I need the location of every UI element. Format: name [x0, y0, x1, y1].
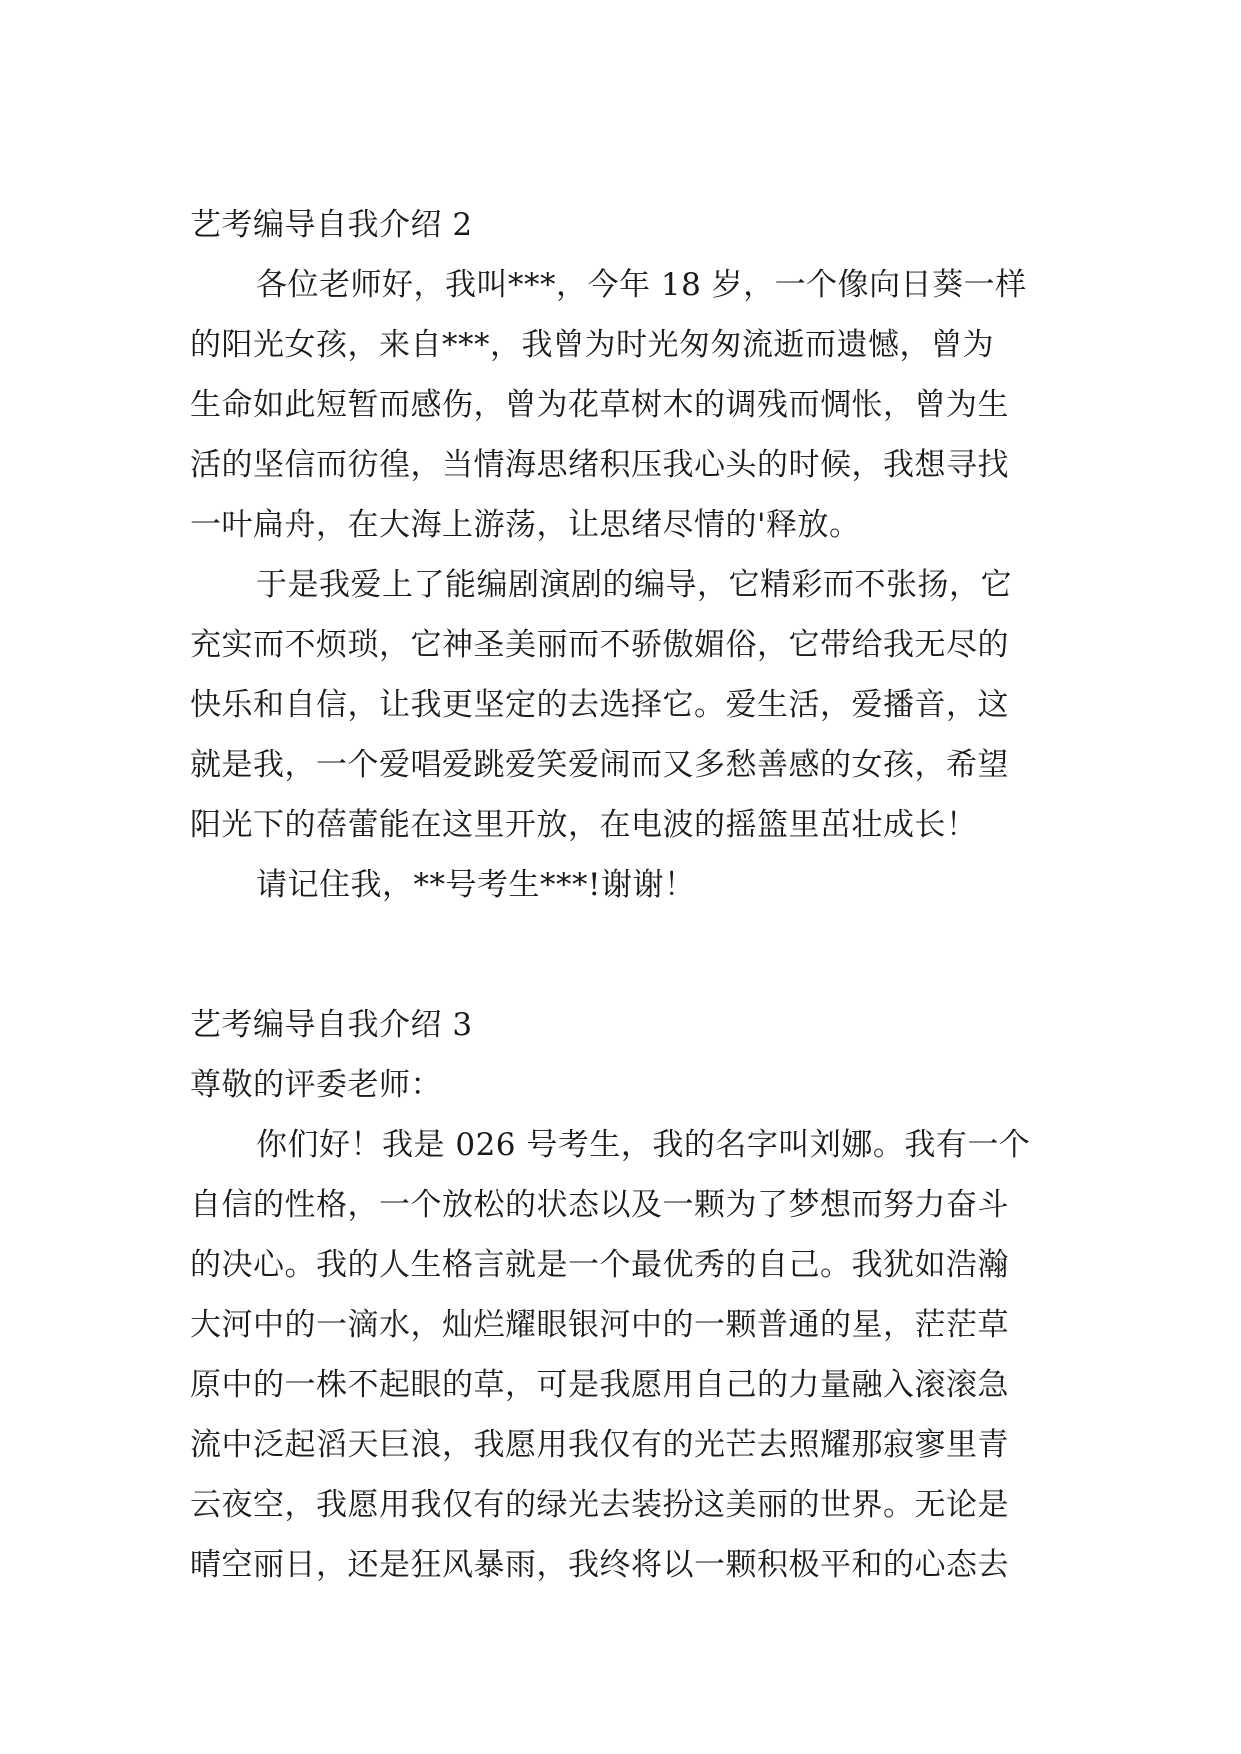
paragraph-line: 大河中的一滴水，灿烂耀眼银河中的一颗普通的星，茫茫草	[190, 1307, 1009, 1343]
paragraph-line: 的阳光女孩，来自***，我曾为时光匆匆流逝而遗憾，曾为	[190, 327, 994, 363]
paragraph-line: 生命如此短暂而感伤，曾为花草树木的调残而惆怅，曾为生	[190, 387, 1009, 423]
paragraph-line: 活的坚信而彷徨，当情海思绪积压我心头的时候，我想寻找	[190, 447, 1009, 483]
paragraph-line: 的决心。我的人生格言就是一个最优秀的自己。我犹如浩瀚	[190, 1247, 1009, 1283]
salutation: 尊敬的评委老师：	[190, 1067, 442, 1103]
paragraph-line: 自信的性格，一个放松的状态以及一颗为了梦想而努力奋斗	[190, 1187, 1009, 1223]
paragraph-line: 云夜空，我愿用我仅有的绿光去装扮这美丽的世界。无论是	[190, 1487, 1009, 1523]
paragraph-line: 流中泛起滔天巨浪，我愿用我仅有的光芒去照耀那寂寥里青	[190, 1427, 1009, 1463]
paragraph-line: 充实而不烦琐，它神圣美丽而不骄傲媚俗，它带给我无尽的	[190, 627, 1009, 663]
paragraph-line: 各位老师好，我叫***，今年 18 岁，一个像向日葵一样	[256, 267, 1027, 303]
section-2-paragraph-3	[190, 855, 1050, 915]
paragraph-line: 阳光下的蓓蕾能在这里开放，在电波的摇篮里茁壮成长！	[190, 807, 978, 843]
paragraph-line: 快乐和自信，让我更坚定的去选择它。爱生活，爱播音，这	[190, 687, 1009, 723]
paragraph-line: 于是我爱上了能编剧演剧的编导，它精彩而不张扬，它	[256, 567, 1012, 603]
section-2-title: 艺考编导自我介绍 2	[190, 207, 473, 243]
paragraph-line: 你们好！我是 026 号考生，我的名字叫刘娜。我有一个	[256, 1127, 1031, 1163]
paragraph-line: 请记住我，**号考生***!谢谢！	[256, 867, 696, 903]
section-3-title: 艺考编导自我介绍 3	[190, 1007, 473, 1043]
section-spacer	[190, 915, 1050, 995]
section-2-paragraph-1	[190, 255, 1050, 555]
section-2-paragraph-2	[190, 555, 1050, 855]
paragraph-line: 一叶扁舟，在大海上游荡，让思绪尽情的'释放。	[190, 507, 861, 543]
document-page	[190, 195, 1050, 1595]
paragraph-line: 晴空丽日，还是狂风暴雨，我终将以一颗积极平和的心态去	[190, 1547, 1009, 1583]
paragraph-line: 就是我，一个爱唱爱跳爱笑爱闹而又多愁善感的女孩，希望	[190, 747, 1009, 783]
paragraph-line: 原中的一株不起眼的草，可是我愿用自己的力量融入滚滚急	[190, 1367, 1009, 1403]
section-3-paragraph-1	[190, 1115, 1050, 1595]
